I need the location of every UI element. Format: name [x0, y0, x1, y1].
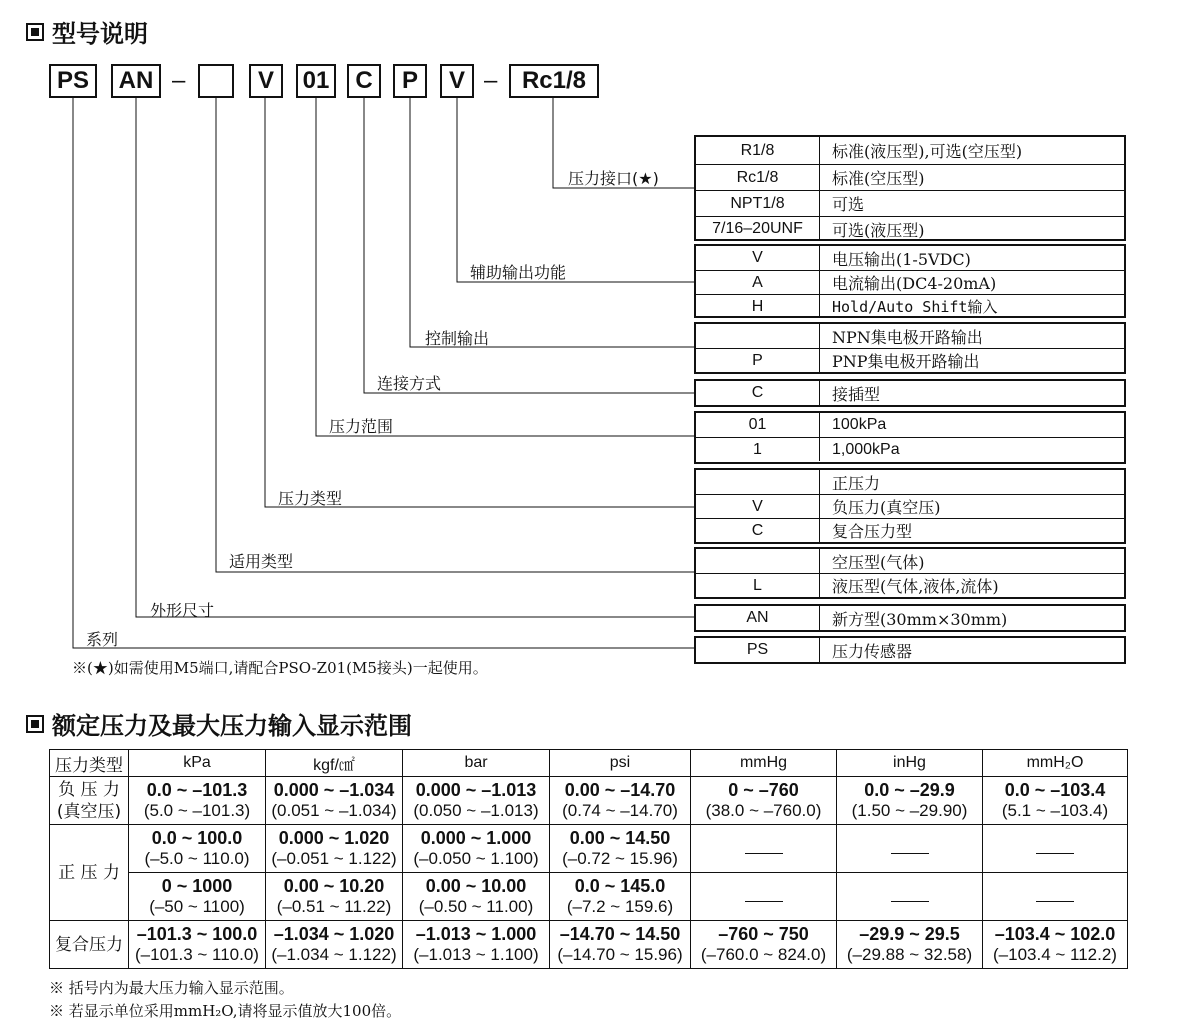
option-desc: 标准(空压型)	[832, 169, 925, 188]
option-group-control-output	[694, 322, 1126, 374]
note-mmh2o-scale: ※ 若显示单位采用mmH₂O,请将显示值放大100倍。	[49, 1002, 402, 1020]
option-desc: 压力传感器	[832, 641, 913, 661]
table-cell	[550, 921, 691, 969]
option-desc: 电流输出(DC4-20mA)	[832, 274, 997, 293]
option-code	[696, 549, 820, 573]
value-max: (0.74 ~ –14.70)	[562, 801, 678, 820]
table-cell	[550, 777, 691, 825]
option-desc: NPN集电极开路输出	[832, 327, 983, 347]
header-cell: inHg	[837, 750, 983, 777]
option-row	[696, 294, 1124, 318]
option-desc: 液压型(气体,液体,流体)	[832, 577, 999, 596]
value-rated: 0 ~ 1000	[161, 876, 233, 896]
connector-line	[265, 98, 694, 507]
option-row	[696, 518, 1124, 542]
connector-line	[457, 98, 694, 282]
value-rated: 0.000 ~ 1.020	[278, 828, 390, 848]
connector-line	[410, 98, 694, 347]
value-rated: 0.000 ~ 1.000	[420, 828, 532, 848]
branch-label-pressure-type: 压力类型	[278, 489, 343, 508]
no-value-dash	[1036, 853, 1074, 854]
code-box-v2: V	[440, 64, 474, 98]
value-max: (–0.050 ~ 1.100)	[413, 849, 539, 868]
table-cell	[403, 873, 550, 921]
option-code: V	[696, 246, 820, 270]
option-row	[696, 270, 1124, 294]
value-rated: 0.00 ~ 10.00	[425, 876, 527, 896]
option-row	[696, 216, 1124, 241]
table-cell	[550, 825, 691, 873]
table-row	[50, 921, 1128, 969]
table-cell	[129, 873, 266, 921]
table-cell	[266, 825, 403, 873]
option-desc: 新方型(30mm×30mm)	[832, 609, 1008, 629]
value-max: (1.50 ~ –29.90)	[851, 801, 968, 820]
value-max: (–101.3 ~ 110.0)	[135, 945, 259, 964]
option-row	[696, 413, 1124, 437]
table-cell	[129, 921, 266, 969]
option-row	[696, 606, 1124, 630]
table-cell	[266, 777, 403, 825]
option-code	[696, 470, 820, 494]
table-row	[50, 825, 1128, 873]
option-group-connection	[694, 379, 1126, 407]
option-desc: 可选	[832, 195, 865, 214]
value-rated: 0.000 ~ –1.034	[273, 780, 395, 800]
table-row	[50, 873, 1128, 921]
branch-label-range: 压力范围	[329, 417, 394, 436]
note-bracket-meaning: ※ 括号内为最大压力输入显示范围。	[49, 979, 294, 997]
value-rated: 0.00 ~ –14.70	[564, 780, 676, 800]
value-max: (–1.013 ~ 1.100)	[413, 945, 539, 964]
option-group-size	[694, 604, 1126, 632]
option-desc: PNP集电极开路输出	[832, 352, 980, 371]
note-m5-port: ※(★)如需使用M5端口,请配合PSO-Z01(M5接头)一起使用。	[72, 659, 488, 677]
option-code: R1/8	[696, 137, 820, 164]
value-rated: 0.0 ~ 145.0	[574, 876, 666, 896]
branch-label-control-output: 控制输出	[425, 329, 490, 348]
option-row	[696, 190, 1124, 216]
value-rated: –1.013 ~ 1.000	[415, 924, 537, 944]
header-cell: bar	[403, 750, 550, 777]
option-code: H	[696, 295, 820, 318]
section-title-range	[26, 706, 412, 741]
code-box-ps: PS	[49, 64, 97, 98]
value-max: (5.0 ~ –101.3)	[143, 801, 251, 820]
option-group-pressure-type	[694, 468, 1126, 544]
no-value-dash	[745, 853, 783, 854]
code-dash: –	[172, 67, 186, 94]
header-cell: mmH₂O	[983, 750, 1128, 777]
value-max: (–760.0 ~ 824.0)	[700, 945, 827, 964]
table-cell	[983, 921, 1128, 969]
option-row	[696, 137, 1124, 164]
value-rated: 0.0 ~ –103.4	[1004, 780, 1106, 800]
option-row	[696, 381, 1124, 405]
option-desc: 复合压力型	[832, 522, 913, 541]
value-max: (5.1 ~ –103.4)	[1001, 801, 1109, 820]
option-code: C	[696, 519, 820, 542]
value-max: (–7.2 ~ 159.6)	[566, 897, 674, 916]
no-value-dash	[745, 901, 783, 902]
table-cell-empty	[837, 873, 983, 921]
option-row	[696, 348, 1124, 372]
option-desc: 电压输出(1-5VDC)	[832, 249, 971, 269]
value-max: (–0.72 ~ 15.96)	[562, 849, 678, 868]
no-value-dash	[891, 853, 929, 854]
option-group-range	[694, 411, 1126, 464]
option-row	[696, 638, 1124, 662]
branch-label-aux-output: 辅助输出功能	[470, 263, 567, 282]
value-rated: –103.4 ~ 102.0	[994, 924, 1116, 944]
option-group-series	[694, 636, 1126, 664]
value-rated: 0.000 ~ –1.013	[415, 780, 537, 800]
value-rated: –101.3 ~ 100.0	[136, 924, 258, 944]
code-box-v: V	[249, 64, 283, 98]
table-cell	[403, 825, 550, 873]
option-code	[696, 324, 820, 348]
option-code: AN	[696, 606, 820, 630]
value-rated: 0.0 ~ 100.0	[151, 828, 243, 848]
option-code: NPT1/8	[696, 191, 820, 216]
table-cell	[266, 921, 403, 969]
table-cell	[837, 777, 983, 825]
no-value-dash	[891, 901, 929, 902]
table-cell	[837, 921, 983, 969]
option-desc: 接插型	[832, 384, 881, 404]
table-cell-empty	[691, 825, 837, 873]
no-value-dash	[1036, 901, 1074, 902]
row-label-compound: 复合压力	[50, 921, 129, 969]
row-label-vacuum: 负 压 力 (真空压)	[50, 777, 129, 825]
pressure-range-table	[49, 749, 1128, 969]
option-row	[696, 470, 1124, 494]
option-code: P	[696, 349, 820, 372]
option-desc: 正压力	[832, 473, 881, 493]
table-header-row	[50, 750, 1128, 777]
value-max: (–50 ~ 1100)	[149, 897, 245, 916]
header-cell: psi	[550, 750, 691, 777]
header-cell: mmHg	[691, 750, 837, 777]
table-cell	[266, 873, 403, 921]
value-max: (–1.034 ~ 1.122)	[271, 945, 397, 964]
value-rated: 0 ~ –760	[728, 780, 799, 800]
option-group-aux-output	[694, 244, 1126, 318]
option-desc: 100kPa	[832, 416, 887, 433]
table-cell-empty	[837, 825, 983, 873]
value-max: (38.0 ~ –760.0)	[705, 801, 822, 820]
option-row	[696, 549, 1124, 573]
value-rated: 0.00 ~ 14.50	[569, 828, 671, 848]
option-row	[696, 164, 1124, 190]
option-desc: 空压型(气体)	[832, 552, 925, 572]
value-max: (–0.50 ~ 11.00)	[418, 897, 534, 916]
option-code: 01	[696, 413, 820, 437]
square-bullet-icon	[26, 715, 44, 733]
option-code: V	[696, 495, 820, 518]
option-code: Rc1/8	[696, 165, 820, 190]
table-cell	[550, 873, 691, 921]
code-box-01: 01	[296, 64, 336, 98]
table-cell	[691, 777, 837, 825]
table-cell-empty	[983, 825, 1128, 873]
value-rated: 0.0 ~ –101.3	[146, 780, 248, 800]
option-desc: 1,000kPa	[832, 440, 900, 458]
option-row	[696, 573, 1124, 597]
value-max: (–0.51 ~ 11.22)	[276, 897, 392, 916]
table-cell	[403, 921, 550, 969]
table-cell-empty	[691, 873, 837, 921]
branch-label-application: 适用类型	[229, 552, 294, 571]
table-cell	[691, 921, 837, 969]
option-code: A	[696, 271, 820, 294]
value-max: (–0.051 ~ 1.122)	[271, 849, 397, 868]
option-code: 1	[696, 438, 820, 461]
table-cell	[403, 777, 550, 825]
header-cell: kgf/㎠	[266, 750, 403, 777]
section-title-text: 额定压力及最大压力输入显示范围	[52, 712, 412, 740]
table-cell	[983, 777, 1128, 825]
header-cell: kPa	[129, 750, 266, 777]
option-code: 7/16–20UNF	[696, 217, 820, 241]
option-row	[696, 494, 1124, 518]
value-max: (–5.0 ~ 110.0)	[144, 849, 250, 868]
branch-label-port: 压力接口(★)	[568, 169, 659, 188]
code-box-an: AN	[111, 64, 161, 98]
value-max: (–14.70 ~ 15.96)	[557, 945, 683, 964]
branch-label-size: 外形尺寸	[150, 601, 215, 620]
value-rated: –1.034 ~ 1.020	[273, 924, 395, 944]
branch-label-series: 系列	[86, 630, 119, 649]
table-cell	[129, 825, 266, 873]
option-desc: Hold/Auto Shift输入	[832, 298, 998, 316]
option-desc: 可选(液压型)	[832, 220, 925, 240]
table-row	[50, 777, 1128, 825]
value-rated: –760 ~ 750	[718, 924, 809, 944]
value-max: (–29.88 ~ 32.58)	[846, 945, 973, 964]
code-box-p: P	[393, 64, 427, 98]
value-rated: 0.00 ~ 10.20	[283, 876, 385, 896]
section-title-text: 型号说明	[52, 20, 148, 48]
option-desc: 负压力(真空压)	[832, 498, 941, 517]
option-row	[696, 437, 1124, 461]
value-rated: 0.0 ~ –29.9	[864, 780, 955, 800]
code-box-c: C	[347, 64, 381, 98]
option-code: C	[696, 381, 820, 405]
value-rated: –14.70 ~ 14.50	[559, 924, 681, 944]
branch-label-connection: 连接方式	[377, 374, 442, 393]
option-group-application	[694, 547, 1126, 599]
code-box-rc: Rc1/8	[509, 64, 599, 98]
table-cell-empty	[983, 873, 1128, 921]
option-group-port	[694, 135, 1126, 241]
value-max: (–103.4 ~ 112.2)	[993, 945, 1117, 964]
value-max: (0.051 ~ –1.034)	[271, 801, 397, 820]
option-code: PS	[696, 638, 820, 662]
table-cell	[129, 777, 266, 825]
value-rated: –29.9 ~ 29.5	[859, 924, 960, 944]
value-max: (0.050 ~ –1.013)	[413, 801, 539, 820]
option-row	[696, 246, 1124, 270]
option-row	[696, 324, 1124, 348]
row-label-positive: 正 压 力	[50, 825, 129, 921]
option-code: L	[696, 574, 820, 597]
option-desc: 标准(液压型),可选(空压型)	[832, 142, 1023, 161]
connector-line	[364, 98, 694, 393]
header-cell: 压力类型	[50, 750, 129, 777]
code-dash: –	[484, 67, 498, 94]
